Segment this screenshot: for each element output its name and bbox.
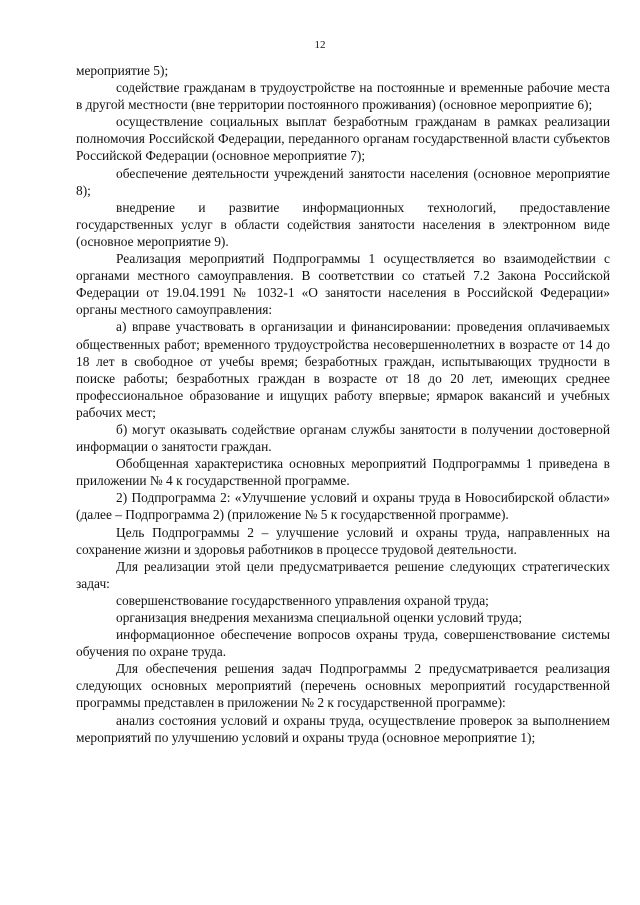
paragraph-task-3: информационное обеспечение вопросов охраны труда, совершенствование системы обучения по охране труда. <box>76 627 610 660</box>
page-number: 12 <box>314 39 326 51</box>
paragraph-measures-intro: Для обеспечения решения задач Подпрограммы 2 предусматривается реализация следующих основных мероприятий (перечень основных мероприятий государственной программы представлен в приложении № 2 к государственной программе): <box>76 661 610 711</box>
paragraph-task-2: организация внедрения механизма специальной оценки условий труда; <box>116 610 523 625</box>
paragraph-tasks-intro: Для реализации этой цели предусматривается решение следующих стратегических задач: <box>76 558 610 591</box>
paragraph-measure-9: внедрение и развитие информационных технологий, предоставление государственных услуг в области содействия занятости населения в электронном виде (основное мероприятие 9). <box>76 199 610 249</box>
paragraph-measure-8: обеспечение деятельности учреждений занятости населения (основное мероприятие 8); <box>76 165 610 198</box>
paragraph-subprogram-2: 2) Подпрограмма 2: «Улучшение условий и охраны труда в Новосибирской области» (далее – Подпрограмма 2) (приложение № 5 к государственной программе). <box>76 490 610 523</box>
paragraph-measure-6: содействие гражданам в трудоустройстве на постоянные и временные рабочие места в другой местности (вне территории постоянного проживания) (основное мероприятие 6); <box>76 80 610 113</box>
paragraph-goal: Цель Подпрограммы 2 – улучшение условий и охраны труда, направленных на сохранение жизни и здоровья работников в процессе трудовой деятельности. <box>76 524 610 557</box>
paragraph-item-b: б) могут оказывать содействие органам службы занятости в получении достоверной информации о занятости граждан. <box>76 421 610 455</box>
paragraph-task-1: совершенствование государственного управления охраной труда; <box>116 592 489 608</box>
paragraph-summary: Обобщенная характеристика основных мероприятий Подпрограммы 1 приведена в приложении № 4 к государственной программе. <box>76 456 610 489</box>
paragraph-implementation: Реализация мероприятий Подпрограммы 1 осуществляется во взаимодействии с органами местного самоуправления. В соответствии со статьей 7.2 Закона Российской Федерации от 19.04.1991 № 1032-1 «О занятости населения в Российской Федерации» органы местного самоуправления: <box>76 251 610 318</box>
document-body <box>76 62 610 746</box>
paragraph-continuation: мероприятие 5); <box>76 63 169 78</box>
paragraph-measure-1: анализ состояния условий и охраны труда, осуществление проверок за выполнением мероприятий по улучшению условий и охраны труда (основное мероприятие 1); <box>76 712 610 745</box>
paragraph-item-a: а) вправе участвовать в организации и финансировании: проведения оплачиваемых общественных работ; временного трудоустройства несовершеннолетних в возрасте от 14 до 18 лет в свободное от учебы время; безработных граждан, испытывающих трудности в поиске работы; безработных граждан в возрасте от 18 до 20 лет, имеющих среднее профессиональное образование и ищущих работу впервые; ярмарок вакансий и учебных рабочих мест; <box>76 319 610 420</box>
paragraph-measure-7: осуществление социальных выплат безработным гражданам в рамках реализации полномочия Российской Федерации, переданного органам государственной власти субъектов Российской Федерации (основное мероприятие 7); <box>76 114 610 164</box>
